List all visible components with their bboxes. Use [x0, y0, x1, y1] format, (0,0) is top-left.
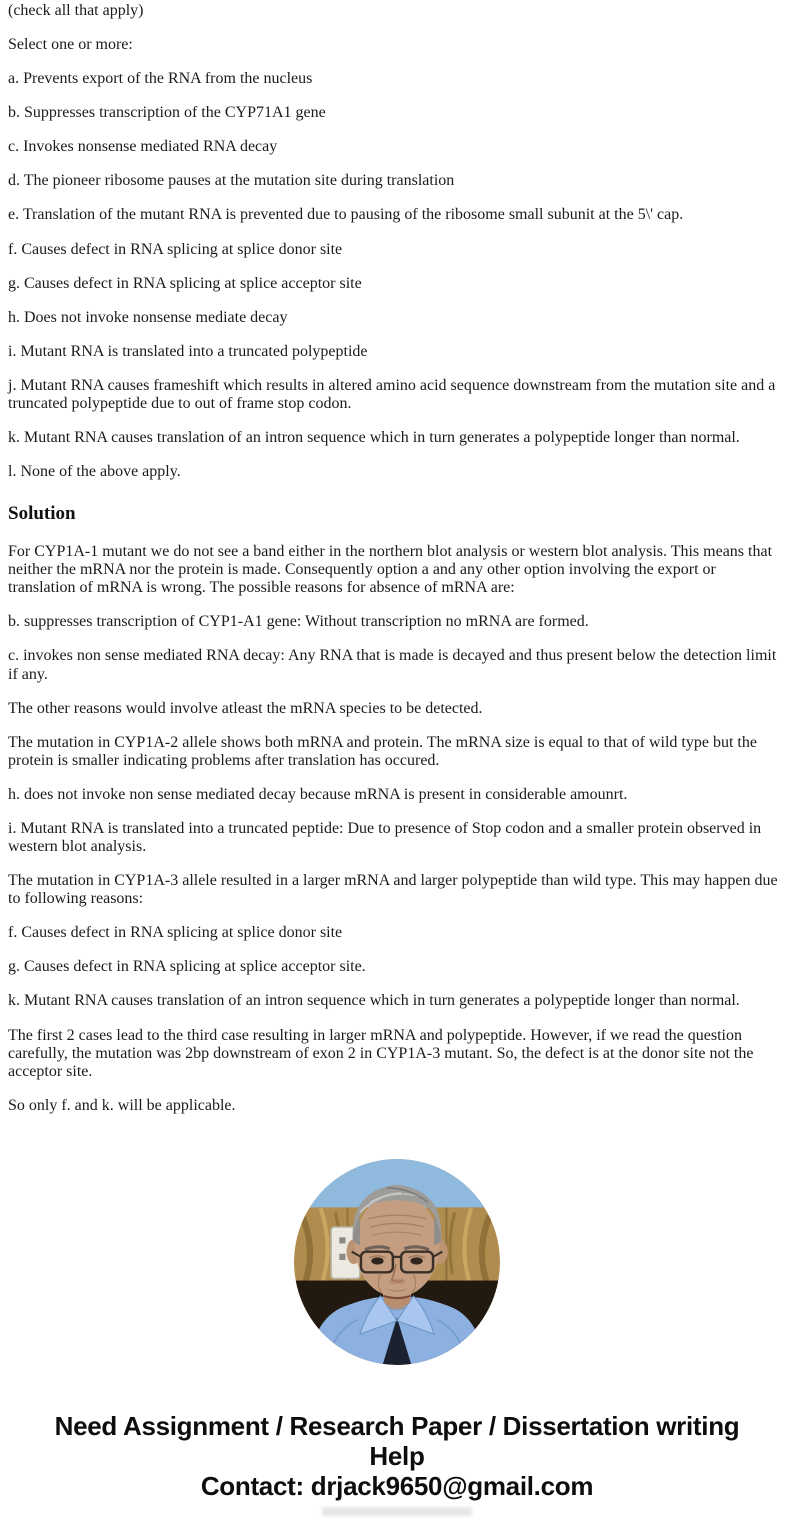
question-option-e: e. Translation of the mutant RNA is prevented due to pausing of the ribosome small subunit at the 5\' cap.	[8, 206, 684, 224]
question-option-i: i. Mutant RNA is translated into a truncated polypeptide	[8, 342, 368, 360]
question-note: (check all that apply)	[8, 2, 144, 19]
question-option-a: a. Prevents export of the RNA from the nucleus	[8, 70, 313, 88]
tutor-portrait-photo	[294, 1159, 500, 1365]
question-option-g: g. Causes defect in RNA splicing at splice acceptor site	[8, 274, 362, 292]
solution-paragraph: g. Causes defect in RNA splicing at splice acceptor site.	[8, 958, 366, 976]
question-option-f: f. Causes defect in RNA splicing at splice donor site	[8, 240, 343, 258]
solution-paragraph: The mutation in CYP1A-3 allele resulted in a larger mRNA and larger polypeptide than wild type. This may happen due to following reasons:	[8, 872, 778, 908]
solution-paragraph: The other reasons would involve atleast the mRNA species to be detected.	[8, 699, 483, 717]
solution-paragraph: So only f. and k. will be applicable.	[8, 1096, 236, 1114]
tutor-portrait-illustration	[294, 1159, 500, 1365]
solution-paragraph: b. suppresses transcription of CYP1-A1 gene: Without transcription no mRNA are formed.	[8, 613, 589, 631]
solution-paragraph: i. Mutant RNA is translated into a truncated peptide: Due to presence of Stop codon and a smaller protein observed in western blot analysis.	[8, 819, 762, 856]
solution-paragraph: k. Mutant RNA causes translation of an intron sequence which in turn generates a polypeptide longer than normal.	[8, 992, 740, 1010]
footer-contact-email: Contact: drjack9650@gmail.com	[200, 1470, 594, 1501]
solution-heading: Solution	[8, 503, 76, 525]
question-section	[8, 2, 786, 481]
question-option-h: h. Does not invoke nonsense mediate decay	[8, 308, 288, 326]
solution-paragraph: c. invokes non sense mediated RNA decay: Any RNA that is made is decayed and thus present below the detection limit if any.	[8, 647, 777, 683]
solution-section	[8, 543, 786, 1115]
question-option-k: k. Mutant RNA causes translation of an intron sequence which in turn generates a polypeptide longer than normal.	[8, 429, 740, 447]
footer-watermark-ghost	[322, 1507, 472, 1516]
question-option-c: c. Invokes nonsense mediated RNA decay	[8, 138, 278, 156]
question-option-l: l. None of the above apply.	[8, 463, 181, 481]
solution-paragraph: h. does not invoke non sense mediated decay because mRNA is present in considerable amounrt.	[8, 785, 628, 803]
footer-help-text: Need Assignment / Research Paper / Dissertation writing Help	[54, 1410, 740, 1471]
solution-paragraph: The mutation in CYP1A-2 allele shows both mRNA and protein. The mRNA size is equal to that of wild type but the protein is smaller indicating problems after translation has occured.	[8, 733, 757, 769]
question-option-b: b. Suppresses transcription of the CYP71A1 gene	[8, 104, 326, 122]
solution-paragraph: The first 2 cases lead to the third case resulting in larger mRNA and polypeptide. However, if we read the question carefully, the mutation was 2bp downstream of exon 2 in CYP1A-3 mutant. So, the defect is at the donor site not the acceptor site.	[8, 1026, 754, 1080]
footer-banner	[8, 1411, 786, 1516]
solution-paragraph: For CYP1A-1 mutant we do not see a band either in the northern blot analysis or western blot analysis. This means that neither the mRNA nor the protein is made. Consequently option a and any other option involving the export or translation of mRNA is wrong. The possible reasons for absence of mRNA are:	[8, 543, 773, 597]
question-option-j: j. Mutant RNA causes frameshift which results in altered amino acid sequence downstream from the mutation site and a truncated polypeptide due to out of frame stop codon.	[8, 376, 776, 412]
question-option-d: d. The pioneer ribosome pauses at the mutation site during translation	[8, 172, 455, 190]
question-prompt: Select one or more:	[8, 36, 133, 54]
solution-paragraph: f. Causes defect in RNA splicing at splice donor site	[8, 924, 343, 942]
